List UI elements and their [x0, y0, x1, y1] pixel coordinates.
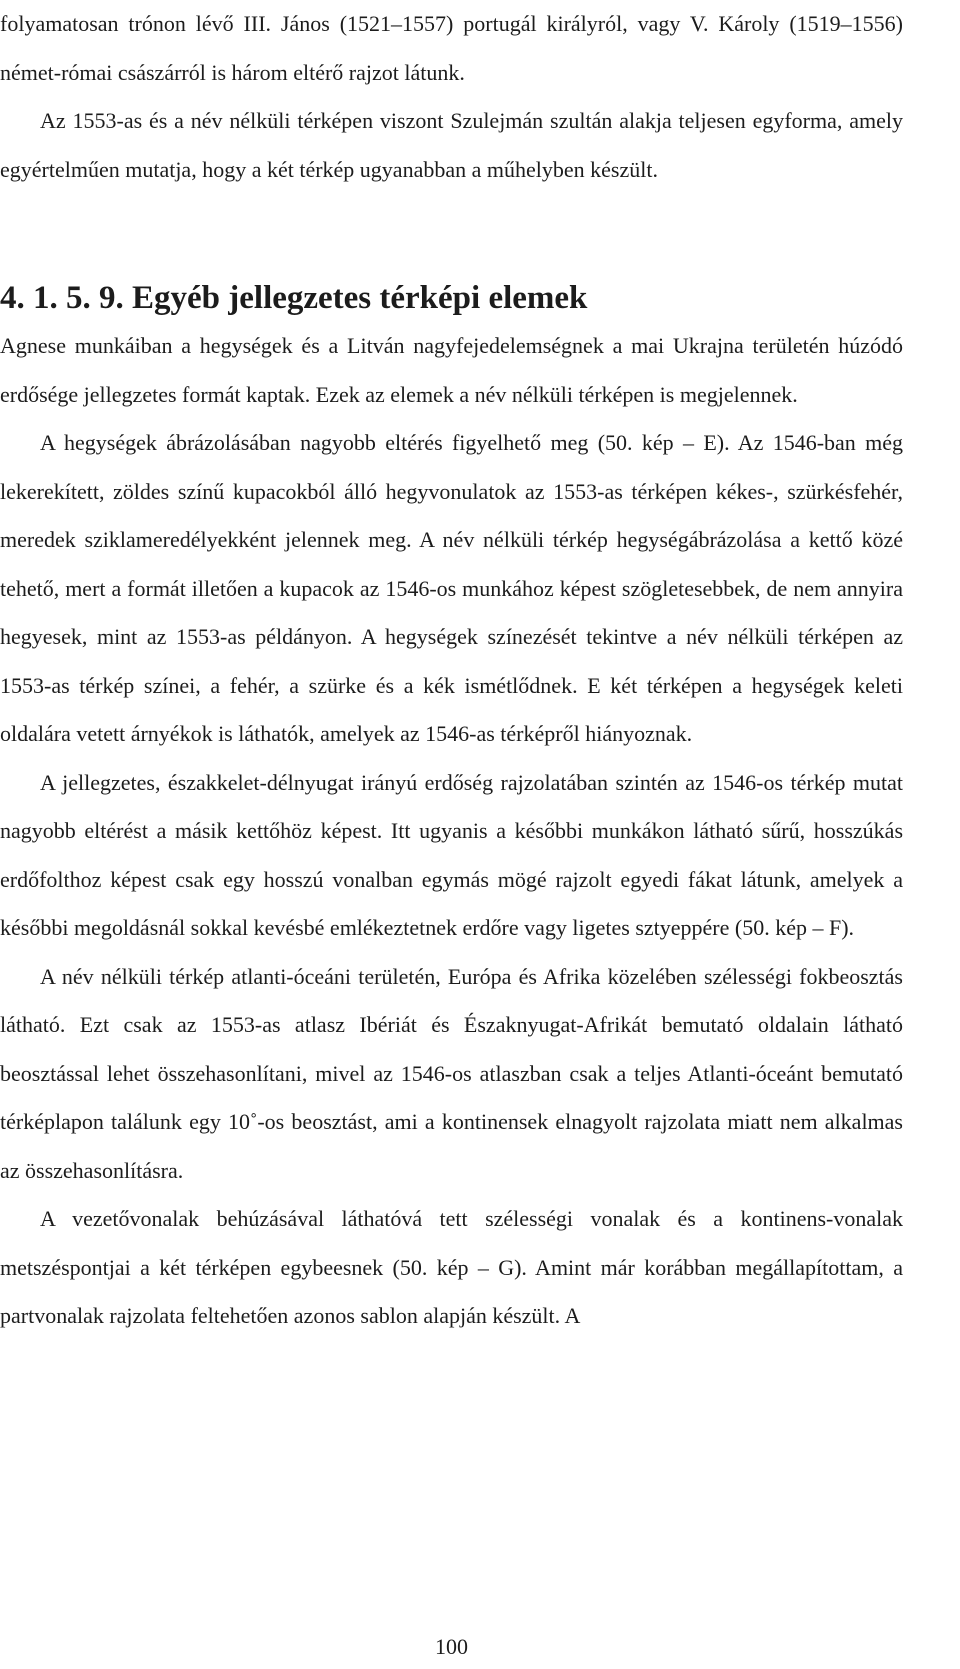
paragraph-agnese: Agnese munkáiban a hegységek és a Litván nagyfejedelemségnek a mai Ukrajna területén húzódó erdősége jellegzetes formát kaptak. Ezek az elemek a név nélküli térképen is megjelennek.	[0, 333, 903, 407]
paragraph-fokbeosztas: A név nélküli térkép atlanti-óceáni területén, Európa és Afrika közelében szélességi fokbeosztás látható. Ezt csak az 1553-as atlasz Ibériát és Északnyugat-Afrikát bemutató oldalain látható beosztással lehet összehasonlítani, mivel az 1546-os atlaszban csak a teljes Atlanti-óceánt bemutató térképlapon találunk egy 10˚-os beosztást, ami a kontinensek elnagyolt rajzolata miatt nem alkalmas az összehasonlításra.	[0, 963, 903, 1183]
paragraph-szulejman: Az 1553-as és a név nélküli térképen viszont Szulejmán szultán alakja teljesen egyforma, amely egyértelműen mutatja, hogy a két térkép ugyanabban a műhelyben készült.	[0, 108, 903, 182]
paragraph-vezetovonalak: A vezetővonalak behúzásával láthatóvá tett szélességi vonalak és a kontinens-vonalak metszéspontjai a két térképen egybeesnek (50. kép – G). Amint már korábban megállapítottam, a partvonalak rajzolata feltehetően azonos sablon alapján készült. A	[0, 1206, 903, 1328]
body-text-top	[0, 0, 903, 194]
paragraph-continued: folyamatosan trónon lévő III. János (1521–1557) portugál királyról, vagy V. Károly (1519–1556) német-római császárról is három eltérő rajzot látunk.	[0, 11, 903, 85]
section-heading: 4. 1. 5. 9. Egyéb jellegzetes térképi elemek	[0, 280, 588, 316]
paragraph-erdoseg: A jellegzetes, északkelet-délnyugat irányú erdőség rajzolatában szintén az 1546-os térkép mutat nagyobb eltérést a másik kettőhöz képest. Itt ugyanis a későbbi munkákon látható sűrű, hosszúkás erdőfolthoz képest csak egy hosszú vonalban egymás mögé rajzolt egyedi fákat látunk, amelyek a későbbi megoldásnál sokkal kevésbé emlékeztetnek erdőre vagy ligetes sztyeppére (50. kép – F).	[0, 769, 903, 940]
section-4-1-5-9	[0, 274, 903, 1341]
page-number: 100	[435, 1634, 468, 1659]
paragraph-hegysegek: A hegységek ábrázolásában nagyobb eltérés figyelhető meg (50. kép – E). Az 1546-ban még lekerekített, zöldes színű kupacokból álló hegyvonulatok az 1553-as térképen kékes-, szürkésfehér, meredek sziklameredélyekként jelennek meg. A név nélküli térkép hegységábrázolása a kettő közé tehető, mert a formát illetően a kupacok az 1546-os munkához képest szögletesebbek, de nem annyira hegyesek, mint az 1553-as példányon. A hegységek színezését tekintve a név nélküli térképen az 1553-as térkép színei, a fehér, a szürke és a kék ismétlődnek. E két térképen a hegységek keleti oldalára vetett árnyékok is láthatók, amelyek az 1546-as térképről hiányoznak.	[0, 430, 903, 746]
